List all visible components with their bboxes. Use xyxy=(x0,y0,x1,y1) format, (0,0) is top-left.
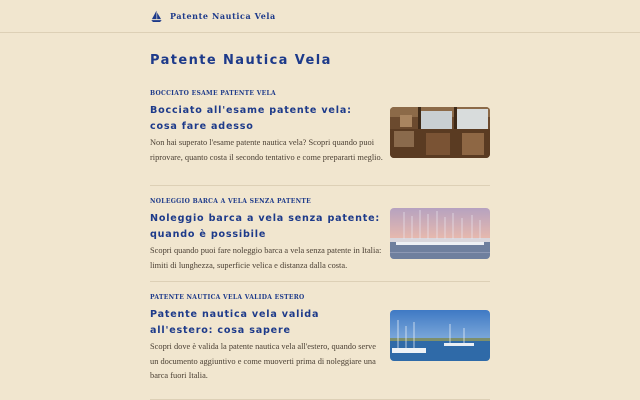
article-thumbnail[interactable] xyxy=(390,208,490,259)
article-thumbnail[interactable] xyxy=(390,310,490,361)
article-category[interactable]: NOLEGGIO BARCA A VELA SENZA PATENTE xyxy=(150,198,312,205)
article-title-link[interactable]: Bocciato all'esame patente vela: cosa fare adesso xyxy=(150,105,352,132)
site-name: Patente Nautica Vela xyxy=(170,11,276,21)
article-excerpt: Non hai superato l'esame patente nautica vela? Scopri quando puoi riprovare, quanto costa il secondo tentativo e come prepararti meglio. xyxy=(150,138,383,162)
article-thumbnail[interactable] xyxy=(390,107,490,158)
article-excerpt: Scopri dove è valida la patente nautica vela all'estero, quando serve un documento aggiuntivo e come muoverti prima di noleggiare una barca fuori Italia. xyxy=(150,342,376,381)
article-title-link[interactable]: Noleggio barca a vela senza patente: quando è possibile xyxy=(150,213,381,240)
page-title: Patente Nautica Vela xyxy=(150,53,332,68)
sailboat-icon xyxy=(150,10,163,23)
article-excerpt: Scopri quando puoi fare noleggio barca a vela senza patente in Italia: limiti di lunghezza, superficie velica e distanza dalla costa. xyxy=(150,246,382,270)
article-card xyxy=(150,294,490,400)
boat-interior-image xyxy=(390,107,490,158)
divider xyxy=(150,281,490,282)
marina-sunset-image xyxy=(390,208,490,259)
article-card xyxy=(150,198,490,282)
article-card xyxy=(150,90,490,186)
article-category[interactable]: BOCCIATO ESAME PATENTE VELA xyxy=(150,90,276,97)
article-title-link[interactable]: Patente nautica vela valida all'estero: cosa sapere xyxy=(150,309,320,336)
site-header xyxy=(0,0,640,33)
harbor-image xyxy=(390,310,490,361)
divider xyxy=(150,185,490,186)
site-brand-link[interactable] xyxy=(150,9,276,23)
article-category[interactable]: PATENTE NAUTICA VELA VALIDA ESTERO xyxy=(150,294,305,301)
